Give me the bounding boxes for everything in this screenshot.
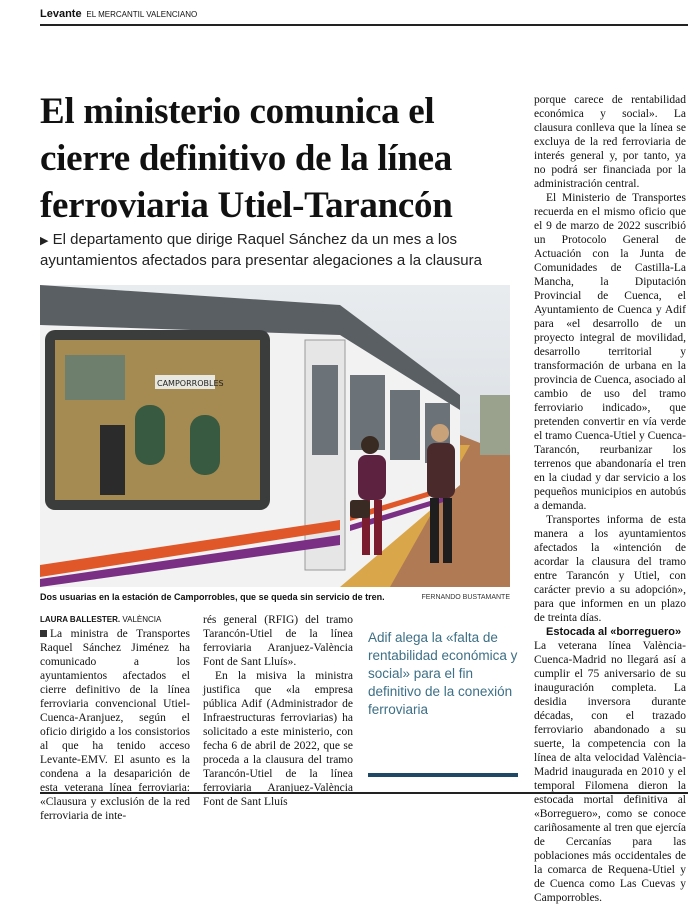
- station-sign: CAMPORROBLES: [157, 379, 224, 388]
- article-column-2: [203, 613, 353, 809]
- byline-author: LAURA BALLESTER.: [40, 615, 121, 624]
- subhead: [40, 230, 510, 271]
- section-subtitle: Estocada al «borreguero»: [546, 626, 682, 638]
- train-photo-illustration: [40, 285, 510, 587]
- square-bullet-icon: [40, 630, 47, 637]
- byline: [40, 615, 161, 624]
- headline: El ministerio comunica el cierre definitivo de la línea ferroviaria Utiel-Tarancón: [40, 91, 453, 226]
- masthead: [40, 8, 197, 20]
- paragraph: En la misiva la ministra justifica que «la empresa pública Adif (Administrador de Infraestructuras ferroviarias) ha solicitado a este ministerio, con fecha 6 de abril de 2022, que se proceda a la clausura del tramo Tarancón-Utiel de la línea ferroviaria Aranjuez-València Font de Sant Lluís: [203, 670, 353, 808]
- paragraph: Transportes informa de esta manera a los ayuntamientos afectados la «intención de acordar la clausura del tramo entre Tarancón y Utiel, con carácter previo a su adopción», para que informen en un plazo de treinta días.: [534, 514, 686, 624]
- photo-caption: Dos usuarias en la estación de Camporrobles, que se queda sin servicio de tren.: [40, 592, 385, 602]
- triangle-bullet-icon: ▶: [40, 235, 49, 247]
- article-column-3: [534, 93, 686, 905]
- pull-quote-bar: [368, 773, 518, 777]
- top-rule: [40, 24, 688, 26]
- paragraph: porque carece de rentabilidad económica y social». La clausura conlleva que la línea se excluya de la red ferroviaria de interés general y, por tanto, ya no podrá ser financiada por la administración central.: [534, 94, 686, 190]
- paragraph-text: La ministra de Transportes Raquel Sánchez Jiménez ha comunicado a los ayuntamientos afectados el cierre definitivo de la línea ferroviaria convencional Utiel-Cuenca-Aranjuez, según el oficio dirigido a los consistorios al que ha tenido acceso Levante-EMV. El asunto es la condena a la desaparición de esta veterana línea ferroviaria: «Clausura y exclusión de la red ferroviaria de inte-: [40, 628, 190, 822]
- masthead-subtitle: EL MERCANTIL VALENCIANO: [86, 10, 198, 19]
- masthead-brand: Levante: [40, 8, 82, 20]
- paragraph: El Ministerio de Transportes recuerda en el mismo oficio que el 9 de marzo de 2022 suscribió un Protocolo General de Actuación con la Junta de Comunidades de Castilla-La Mancha, la Diputación Provincial de Cuenca, el Ayuntamiento de Cuenca y Adif para «el desarrollo de un proyecto integral de movilidad, desarrollo territorial y transformación de urbana en la provincia de Cuenca, asociado al cambio de uso del tramo ferroviario indicado», que pretenden convertir en vía verde el tramo Cuenca-Utiel y Cuenca-Tarancón, reurbanizar los terrenos que abandonaría el tren en la ciudad y dar servicio a los pequeños municipios en autobús a demanda.: [534, 192, 686, 512]
- bottom-rule: [40, 792, 688, 794]
- byline-place: VALÈNCIA: [122, 615, 162, 624]
- pull-quote: Adif alega la «falta de rentabilidad económica y social» para el fin definitivo de la conexión ferroviaria: [368, 630, 518, 717]
- paragraph: La veterana línea València-Cuenca-Madrid no llegará así a cumplir el 75 aniversario de su inauguración completa. La desidia inversora durante décadas, con el trazado ferroviario abandonado a su suerte, la competencia con la línea de alta velocidad València-Madrid inaugurada en 2010 y el temporal Filomena dieron la estocada mortal definitiva al «Borreguero», como se conoce cariñosamente al tren que ejercía de Cercanías para las poblaciones más occidentales de la comarca de Requena-Utiel y de Cuenca como Las Cuevas y Camporrobles.: [534, 640, 686, 904]
- paragraph: rés general (RFIG) del tramo Tarancón-Utiel de la línea ferroviaria Aranjuez-València Font de Sant Lluís».: [203, 614, 353, 668]
- subhead-text: El departamento que dirige Raquel Sánchez da un mes a los ayuntamientos afectados para presentar alegaciones a la clausura: [40, 231, 482, 269]
- photo-credit: FERNANDO BUSTAMANTE: [421, 594, 510, 601]
- train-photo: [40, 285, 510, 587]
